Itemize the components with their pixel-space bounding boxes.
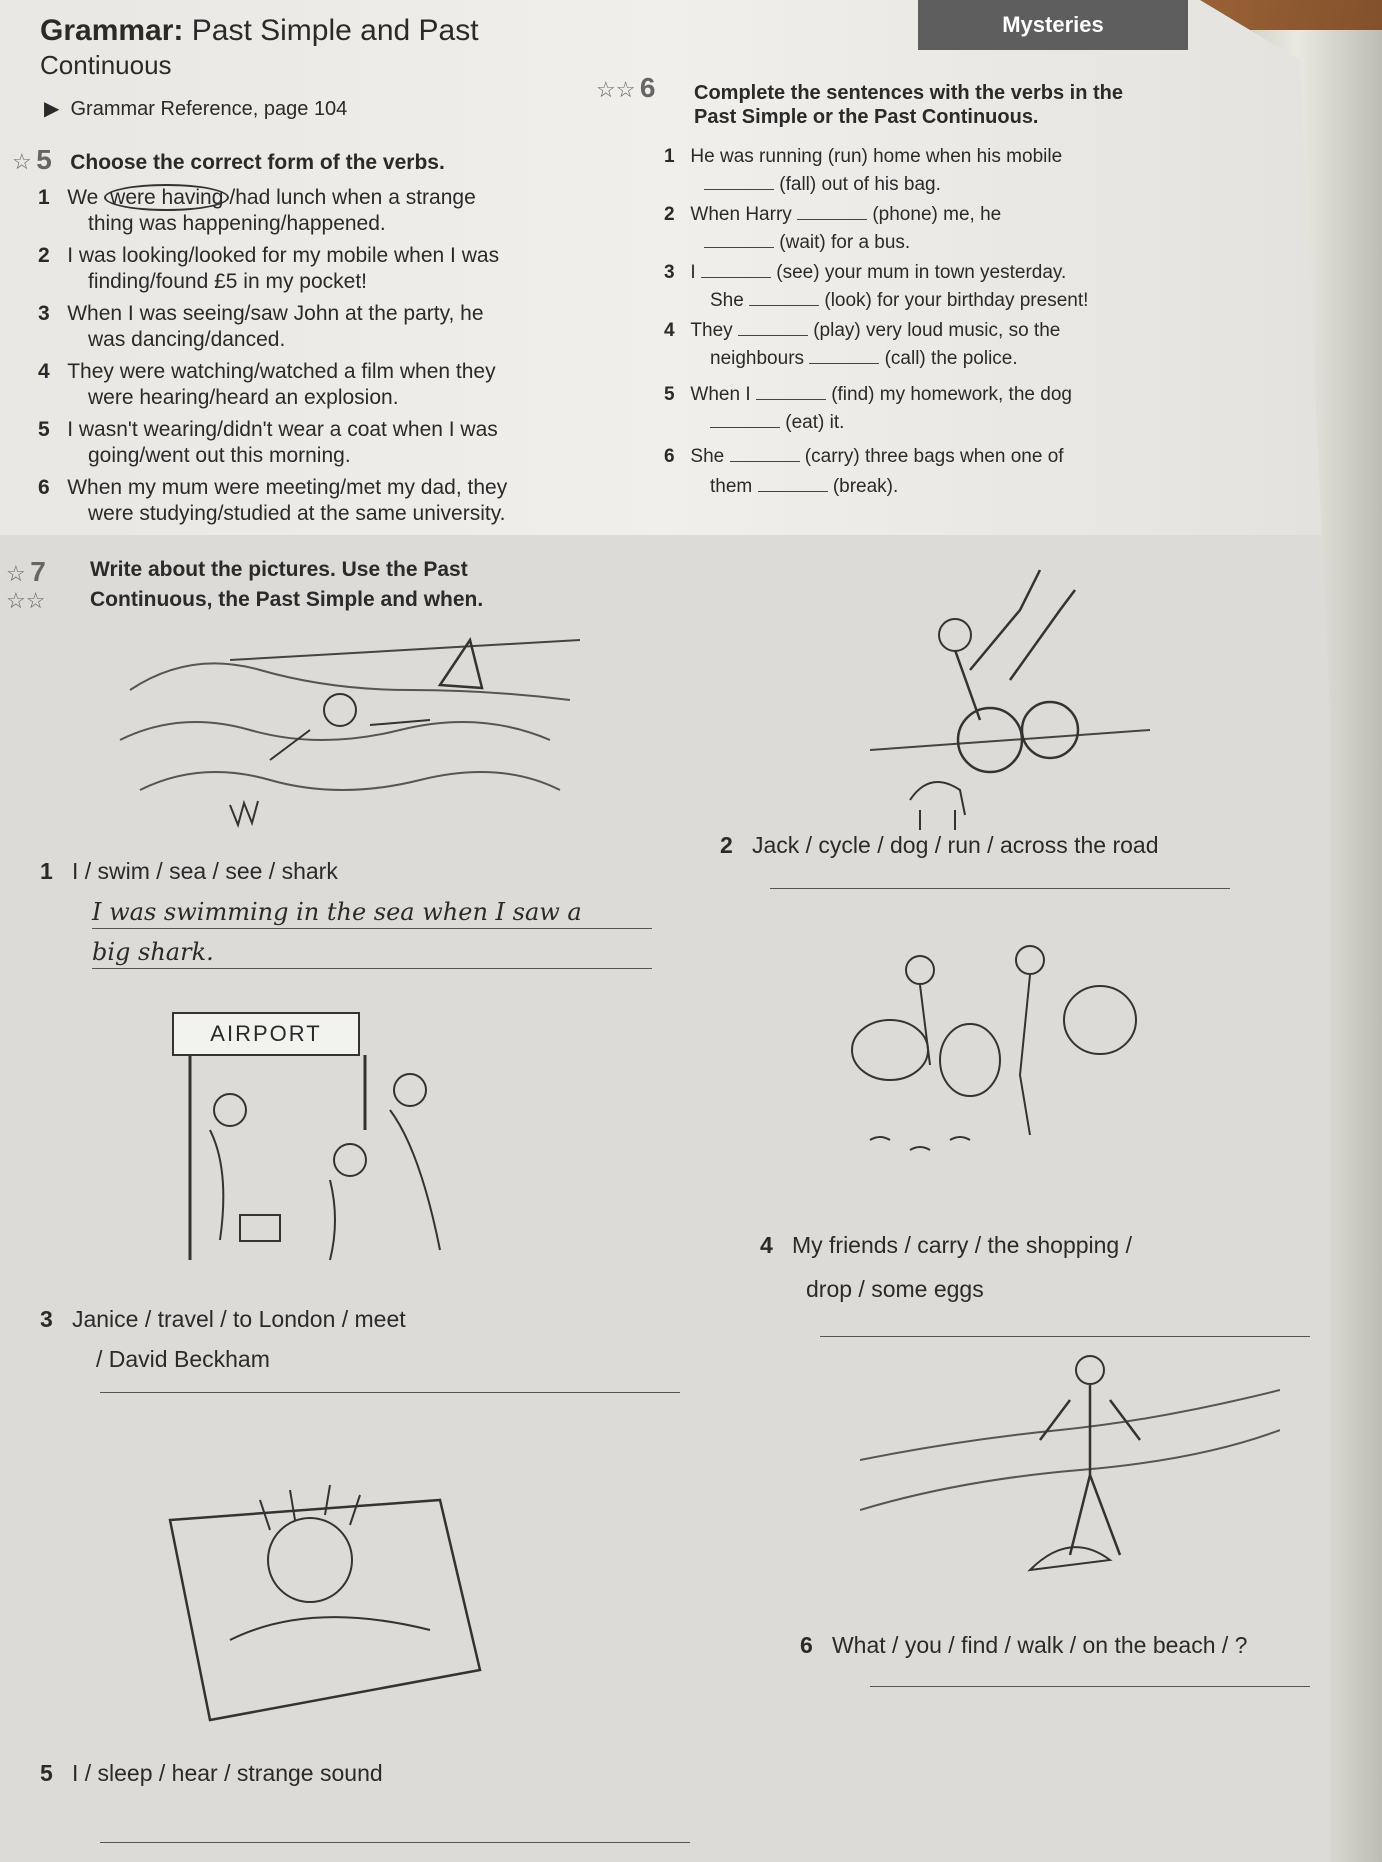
item-line-1b: (play) very loud music, so the — [813, 320, 1061, 341]
item-line-1: When I — [690, 384, 751, 405]
answer-line[interactable] — [770, 888, 1230, 889]
answer-line — [92, 928, 652, 929]
item-text-a: When I was seeing/saw John at the party, he — [67, 302, 484, 325]
ex5-item-1 — [38, 186, 476, 210]
grammar-reference — [44, 96, 347, 121]
answer-blank[interactable] — [758, 491, 828, 492]
ex5-item-5-cont: going/went out this morning. — [88, 444, 351, 467]
ex7-prompt-3-cont: / David Beckham — [96, 1346, 270, 1372]
ex5-item-4-cont: were hearing/heard an explosion. — [88, 386, 399, 409]
answer-line — [92, 968, 652, 969]
ex7-instruction-2: Continuous, the Past Simple and when. — [90, 588, 484, 611]
ex6-item-2-cont — [704, 232, 910, 254]
item-number: 1 — [38, 186, 50, 209]
item-number: 3 — [38, 302, 50, 325]
page-title — [40, 14, 479, 48]
arrow-icon: ▶ — [44, 98, 71, 120]
ex7-prompt-1 — [40, 858, 338, 885]
circled-answer: were having — [104, 184, 229, 211]
ex7-instruction-1: Write about the pictures. Use the Past — [90, 558, 468, 581]
item-number: 4 — [664, 320, 675, 341]
prompt-text: Jack / cycle / dog / run / across the road — [751, 832, 1159, 858]
page-title-line2: Continuous — [40, 50, 172, 80]
item-line-2a: neighbours — [710, 348, 805, 369]
ex7-prompt-3 — [40, 1306, 406, 1333]
answer-line[interactable] — [820, 1336, 1310, 1337]
ex6-item-2 — [664, 204, 1001, 226]
item-line-1b: (see) your mum in town yesterday. — [776, 262, 1067, 283]
item-line-2a: them — [710, 476, 753, 497]
ex5-header — [12, 144, 445, 176]
item-line-1b: (find) my homework, the dog — [831, 384, 1072, 405]
ex6-item-4 — [664, 320, 1060, 342]
reference-text: Grammar Reference, page 104 — [70, 98, 348, 120]
handwritten-answer-1b: big shark. — [92, 938, 214, 966]
ex6-item-6-cont — [710, 476, 898, 498]
prompt-text: Janice / travel / to London / meet — [71, 1306, 406, 1332]
item-line-2: (look) for your birthday present! — [824, 290, 1089, 311]
prompt-text: My friends / carry / the shopping / — [791, 1232, 1133, 1258]
ex6-item-5-cont — [710, 412, 844, 434]
item-line-2: (call) the police. — [884, 348, 1018, 369]
ex5-item-2 — [38, 244, 499, 268]
ex6-item-1-cont — [704, 174, 941, 196]
shopping-eggs-picture — [830, 940, 1150, 1180]
item-number: 6 — [664, 446, 675, 467]
answer-blank[interactable] — [756, 399, 826, 400]
item-text-b: /had lunch when a strange — [229, 186, 476, 209]
shark-swimmer-picture — [110, 630, 590, 850]
ex6-item-3-cont — [710, 290, 1088, 312]
star-icon: ☆ — [12, 149, 32, 174]
item-text-a: I wasn't wearing/didn't wear a coat when I was — [67, 418, 498, 441]
prompt-number: 2 — [720, 832, 733, 858]
item-number: 5 — [38, 418, 50, 441]
item-line-1: He was running (run) home when his mobile — [690, 146, 1063, 167]
ex5-item-1-cont: thing was happening/happened. — [88, 212, 386, 235]
prompt-number: 3 — [40, 1306, 53, 1332]
ex5-item-4 — [38, 360, 496, 384]
airport-picture — [180, 1000, 520, 1270]
item-number: 5 — [664, 384, 675, 405]
ex7-prompt-6 — [800, 1632, 1247, 1659]
ex6-item-4-cont — [710, 348, 1018, 370]
item-text-a: When my mum were meeting/met my dad, they — [67, 476, 508, 499]
prompt-number: 6 — [800, 1632, 813, 1658]
ex5-item-6-cont: were studying/studied at the same university. — [88, 502, 506, 525]
ex7-header — [6, 556, 46, 588]
ex6-header — [596, 72, 655, 104]
cyclist-dog-picture — [860, 550, 1160, 830]
item-line-1: She — [690, 446, 725, 467]
item-number: 6 — [38, 476, 50, 499]
item-line-1: When Harry — [690, 204, 792, 225]
ex5-item-6 — [38, 476, 507, 500]
sleeping-person-picture — [150, 1440, 490, 1730]
ex5-number: 5 — [36, 144, 52, 175]
prompt-text: I / sleep / hear / strange sound — [71, 1760, 383, 1786]
ex6-number: 6 — [639, 72, 656, 103]
ex7-prompt-5 — [40, 1760, 383, 1787]
title-bold: Grammar: — [40, 14, 184, 47]
handwritten-answer-1: I was swimming in the sea when I saw a — [92, 898, 582, 926]
answer-blank[interactable] — [730, 461, 800, 462]
prompt-number: 1 — [40, 858, 53, 884]
item-line-1b: (carry) three bags when one of — [804, 446, 1064, 467]
prompt-number: 5 — [40, 1760, 53, 1786]
ex5-item-5 — [38, 418, 498, 442]
ex5-item-3-cont: was dancing/danced. — [88, 328, 286, 351]
item-number: 1 — [664, 146, 675, 167]
item-line-1: They — [690, 320, 733, 341]
item-number: 2 — [664, 204, 675, 225]
item-text-a: They were watching/watched a film when they — [67, 360, 496, 383]
item-line-2: (break). — [832, 476, 899, 497]
item-line-2: (wait) for a bus. — [779, 232, 911, 253]
ex7-number: 7 — [30, 556, 46, 587]
answer-blank[interactable] — [797, 219, 867, 220]
item-number: 2 — [38, 244, 50, 267]
answer-line[interactable] — [100, 1392, 680, 1393]
item-number: 3 — [664, 262, 675, 283]
title-rest: Past Simple and Past — [191, 14, 479, 47]
answer-blank[interactable] — [704, 247, 774, 248]
item-line-2a: She — [710, 290, 744, 311]
star-icon: ☆ — [6, 561, 26, 586]
ex7-prompt-4 — [760, 1232, 1132, 1259]
ex6-instruction-1: Complete the sentences with the verbs in the — [694, 82, 1123, 104]
answer-line[interactable] — [100, 1842, 690, 1843]
answer-blank[interactable] — [701, 277, 771, 278]
ex5-instruction: Choose the correct form of the verbs. — [70, 151, 445, 174]
star-icon: ☆☆ — [6, 588, 46, 613]
answer-line[interactable] — [870, 1686, 1310, 1687]
ex6-item-5 — [664, 384, 1072, 406]
answer-blank[interactable] — [749, 305, 819, 306]
item-text-a: I was looking/looked for my mobile when I was — [67, 244, 500, 267]
ex5-item-2-cont: finding/found £5 in my pocket! — [88, 270, 368, 293]
item-number: 4 — [38, 360, 50, 383]
prompt-text: I / swim / sea / see / shark — [71, 858, 338, 884]
airport-sign: AIRPORT — [172, 1012, 360, 1056]
item-text-a: We — [67, 186, 105, 209]
ex6-item-1 — [664, 146, 1062, 168]
section-tab: Mysteries — [918, 0, 1188, 50]
ex6-item-3 — [664, 262, 1066, 284]
item-line-1b: (phone) me, he — [872, 204, 1002, 225]
ex7-prompt-4-cont: drop / some eggs — [806, 1276, 984, 1302]
ex6-item-6 — [664, 446, 1064, 468]
ex5-item-3 — [38, 302, 484, 326]
beach-walk-picture — [860, 1340, 1280, 1620]
ex7-prompt-2 — [720, 832, 1159, 859]
prompt-number: 4 — [760, 1232, 773, 1258]
answer-blank[interactable] — [704, 189, 774, 190]
ex6-instruction-2: Past Simple or the Past Continuous. — [694, 106, 1039, 128]
answer-blank[interactable] — [710, 427, 780, 428]
answer-blank[interactable] — [738, 335, 808, 336]
item-line-1: I — [690, 262, 696, 283]
item-line-2: (fall) out of his bag. — [779, 174, 941, 195]
star-icon: ☆☆ — [596, 77, 636, 102]
item-line-2: (eat) it. — [785, 412, 845, 433]
answer-blank[interactable] — [809, 363, 879, 364]
prompt-text: What / you / find / walk / on the beach / ? — [831, 1632, 1248, 1658]
